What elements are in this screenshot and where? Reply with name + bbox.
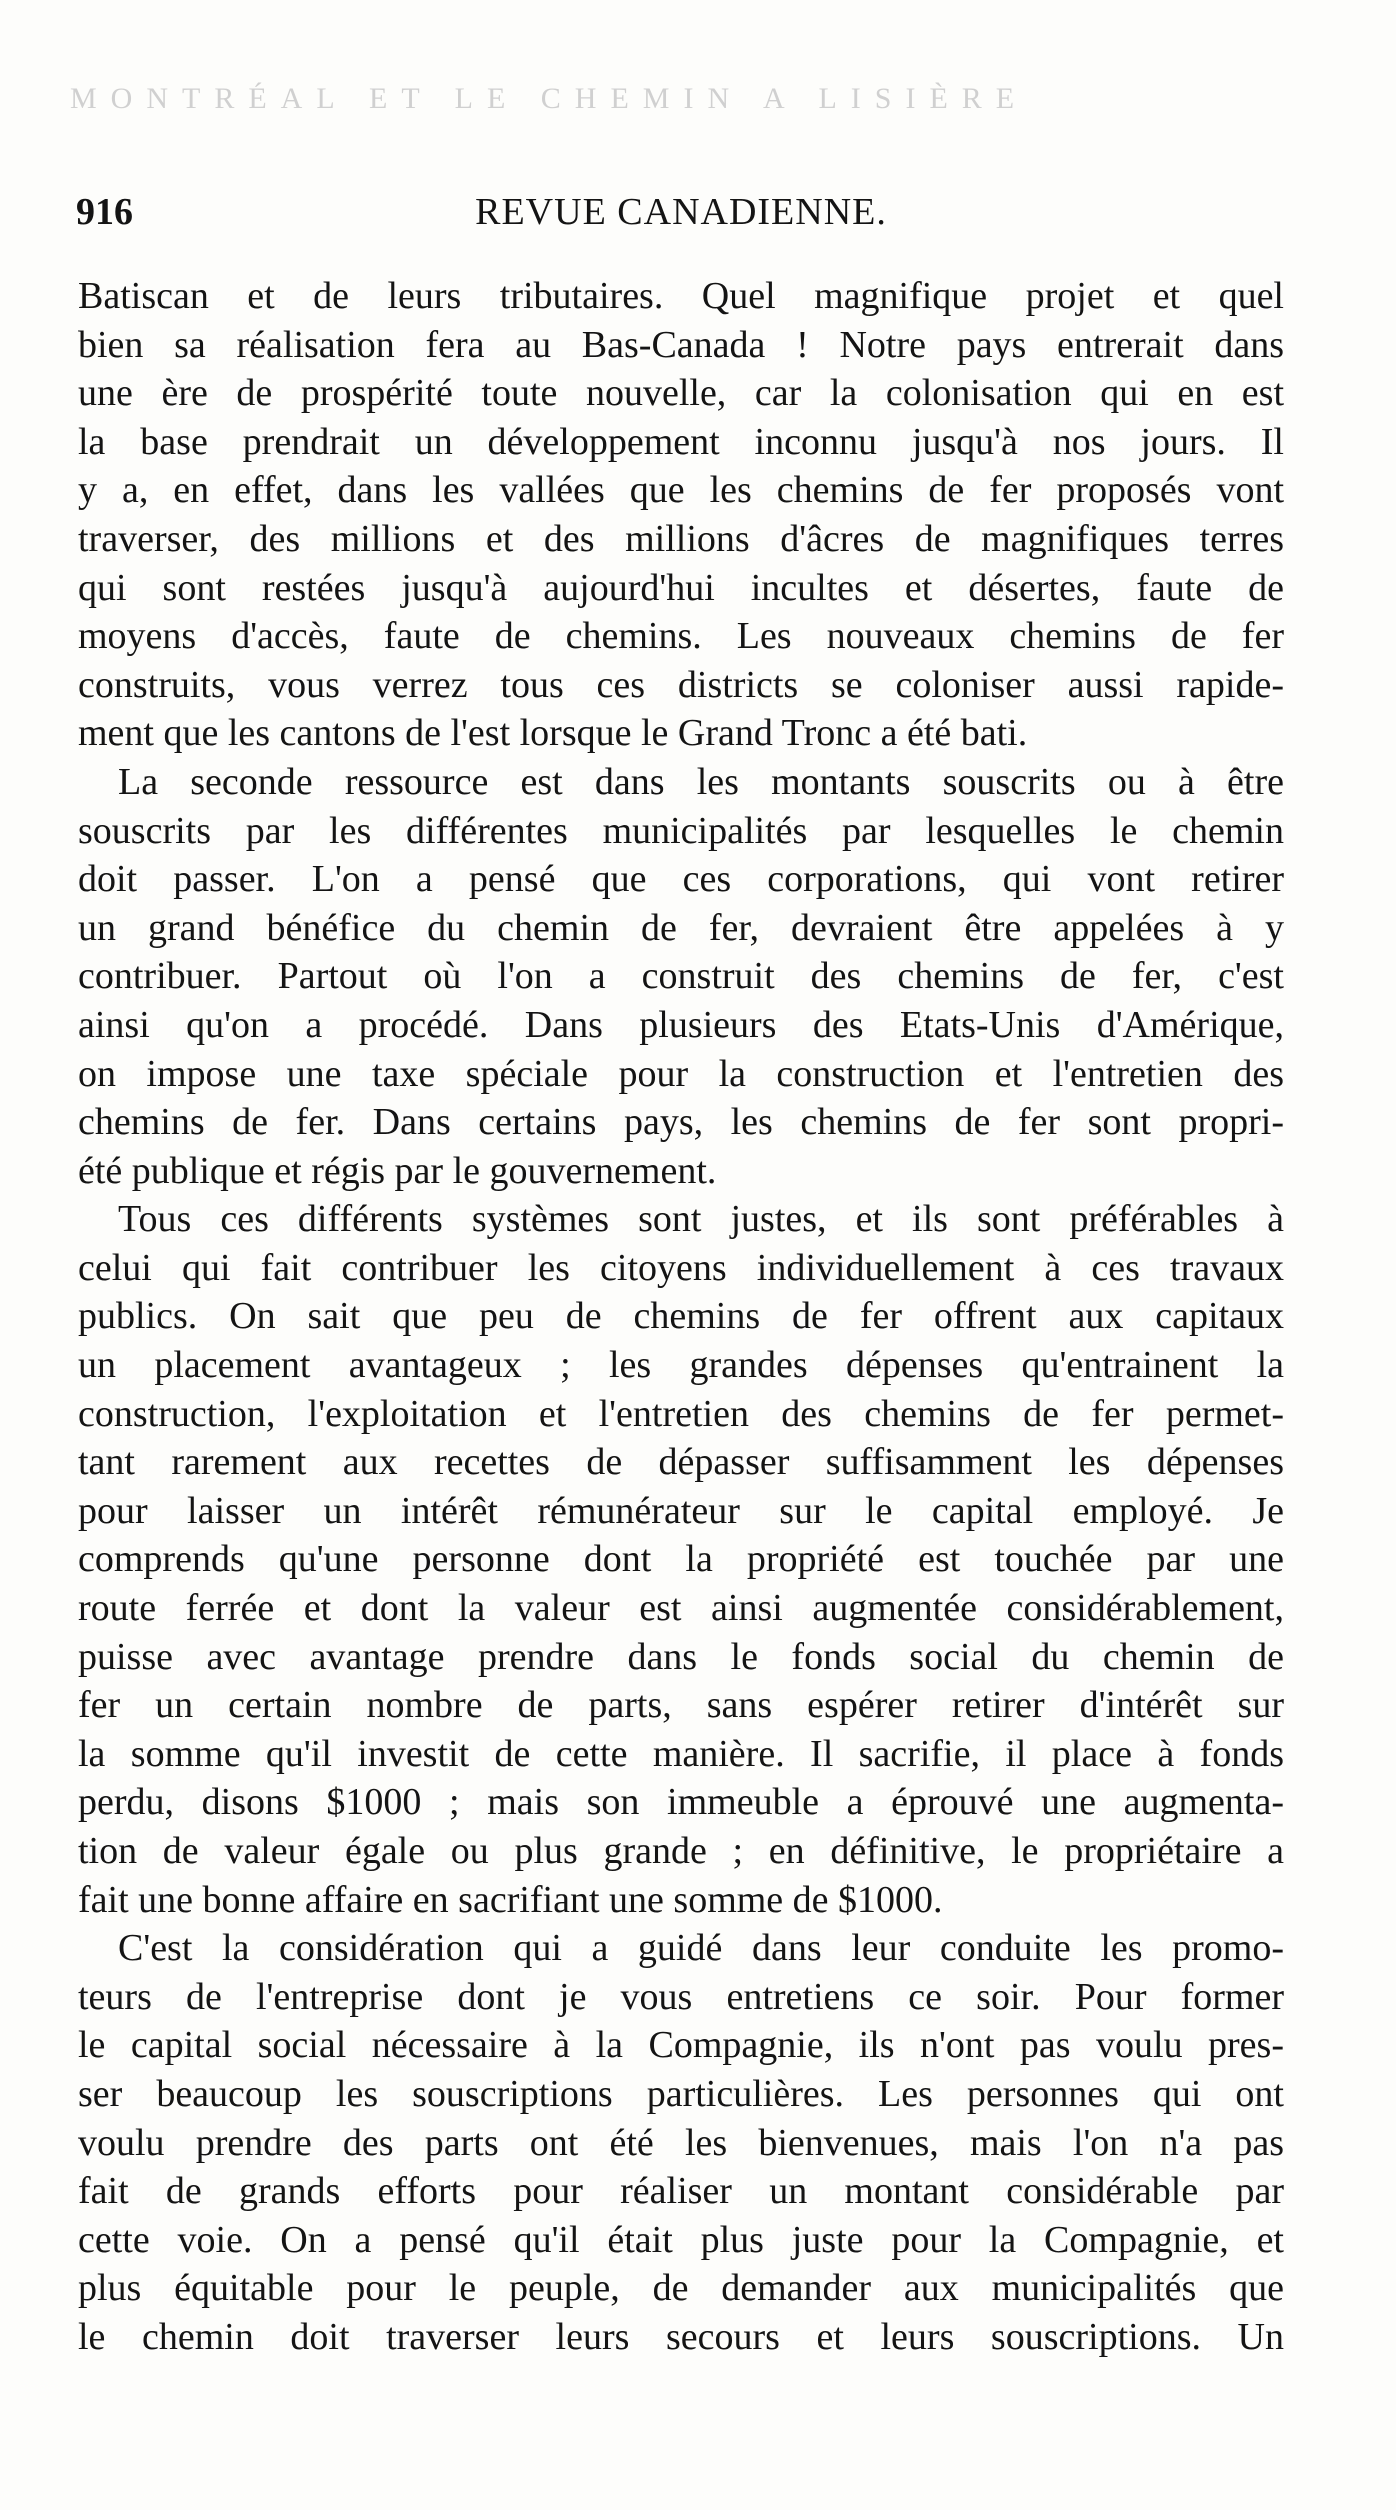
text-line: teurs de l'entreprise dont je vous entretiens ce soir. Pour former (78, 1975, 1284, 2018)
text-line: chemins de fer. Dans certains pays, les chemins de fer sont propri- (78, 1101, 1284, 1144)
text-line: tant rarement aux recettes de dépasser suffisamment les dépenses (78, 1441, 1284, 1484)
text-line: un placement avantageux ; les grandes dépenses qu'entrainent la (78, 1344, 1284, 1387)
text-line: puisse avec avantage prendre dans le fonds social du chemin de (78, 1635, 1284, 1678)
page-number: 916 (76, 191, 133, 233)
text-line: ser beaucoup les souscriptions particulières. Les personnes qui ont (78, 2072, 1284, 2115)
text-line: La seconde ressource est dans les montants souscrits ou à être (118, 760, 1284, 803)
running-title: REVUE CANADIENNE. (475, 191, 887, 233)
text-line: un grand bénéfice du chemin de fer, devraient être appelées à y (78, 906, 1284, 949)
text-line: ainsi qu'on a procédé. Dans plusieurs des Etats-Unis d'Amérique, (78, 1003, 1284, 1046)
text-line: contribuer. Partout où l'on a construit des chemins de fer, c'est (78, 955, 1284, 998)
text-line: fer un certain nombre de parts, sans espérer retirer d'intérêt sur (78, 1684, 1284, 1727)
paragraph (78, 1195, 1284, 1924)
text-line: construction, l'exploitation et l'entretien des chemins de fer permet- (78, 1392, 1284, 1435)
text-line: pour laisser un intérêt rémunérateur sur le capital employé. Je (78, 1489, 1284, 1532)
text-line: on impose une taxe spéciale pour la construction et l'entretien des (78, 1052, 1284, 1095)
bleed-through-text: MONTRÉAL ET LE CHEMIN A LISIÈRE (70, 82, 1029, 115)
text-line: celui qui fait contribuer les citoyens individuellement à ces travaux (78, 1246, 1284, 1289)
paragraph (78, 758, 1284, 1195)
text-line: Batiscan et de leurs tributaires. Quel magnifique projet et quel (78, 275, 1284, 317)
text-line: fait de grands efforts pour réaliser un montant considérable par (78, 2170, 1284, 2213)
text-line: qui sont restées jusqu'à aujourd'hui incultes et désertes, faute de (78, 566, 1284, 609)
body-text (78, 272, 1284, 2362)
text-line: été publique et régis par le gouvernement. (78, 1149, 717, 1192)
text-line: construits, vous verrez tous ces districts se coloniser aussi rapide- (78, 663, 1284, 706)
text-line: la base prendrait un développement inconnu jusqu'à nos jours. Il (78, 420, 1284, 463)
text-line: traverser, des millions et des millions d'âcres de magnifiques terres (78, 517, 1284, 560)
text-line: fait une bonne affaire en sacrifiant une somme de $1000. (78, 1878, 943, 1921)
text-line: ment que les cantons de l'est lorsque le Grand Tronc a été bati. (78, 712, 1028, 755)
text-line: une ère de prospérité toute nouvelle, car la colonisation qui en est (78, 372, 1284, 415)
text-line: souscrits par les différentes municipalités par lesquelles le chemin (78, 809, 1284, 852)
text-line: le capital social nécessaire à la Compagnie, ils n'ont pas voulu pres- (78, 2024, 1284, 2067)
paragraph (78, 1924, 1284, 2361)
text-line: publics. On sait que peu de chemins de fer offrent aux capitaux (78, 1295, 1284, 1338)
text-line: C'est la considération qui a guidé dans leur conduite les promo- (118, 1927, 1284, 1970)
text-line: tion de valeur égale ou plus grande ; en définitive, le propriétaire a (78, 1830, 1284, 1872)
text-line: plus équitable pour le peuple, de demander aux municipalités que (78, 2267, 1284, 2310)
text-line: la somme qu'il investit de cette manière. Il sacrifie, il place à fonds (78, 1732, 1284, 1775)
text-line: comprends qu'une personne dont la propriété est touchée par une (78, 1538, 1284, 1581)
paragraph (78, 272, 1284, 758)
text-line: route ferrée et dont la valeur est ainsi augmentée considérablement, (78, 1587, 1284, 1630)
text-line: moyens d'accès, faute de chemins. Les nouveaux chemins de fer (78, 615, 1284, 658)
text-line: Tous ces différents systèmes sont justes, et ils sont préférables à (118, 1198, 1284, 1241)
text-line: y a, en effet, dans les vallées que les chemins de fer proposés vont (78, 469, 1284, 512)
text-line: cette voie. On a pensé qu'il était plus juste pour la Compagnie, et (78, 2218, 1284, 2261)
text-line: le chemin doit traverser leurs secours et leurs souscriptions. Un (78, 2315, 1284, 2358)
text-line: doit passer. L'on a pensé que ces corporations, qui vont retirer (78, 858, 1284, 901)
page-header (76, 190, 1286, 240)
text-line: voulu prendre des parts ont été les bienvenues, mais l'on n'a pas (78, 2121, 1284, 2164)
text-line: bien sa réalisation fera au Bas-Canada ! Notre pays entrerait dans (78, 323, 1284, 366)
text-line: perdu, disons $1000 ; mais son immeuble a éprouvé une augmenta- (78, 1781, 1284, 1824)
